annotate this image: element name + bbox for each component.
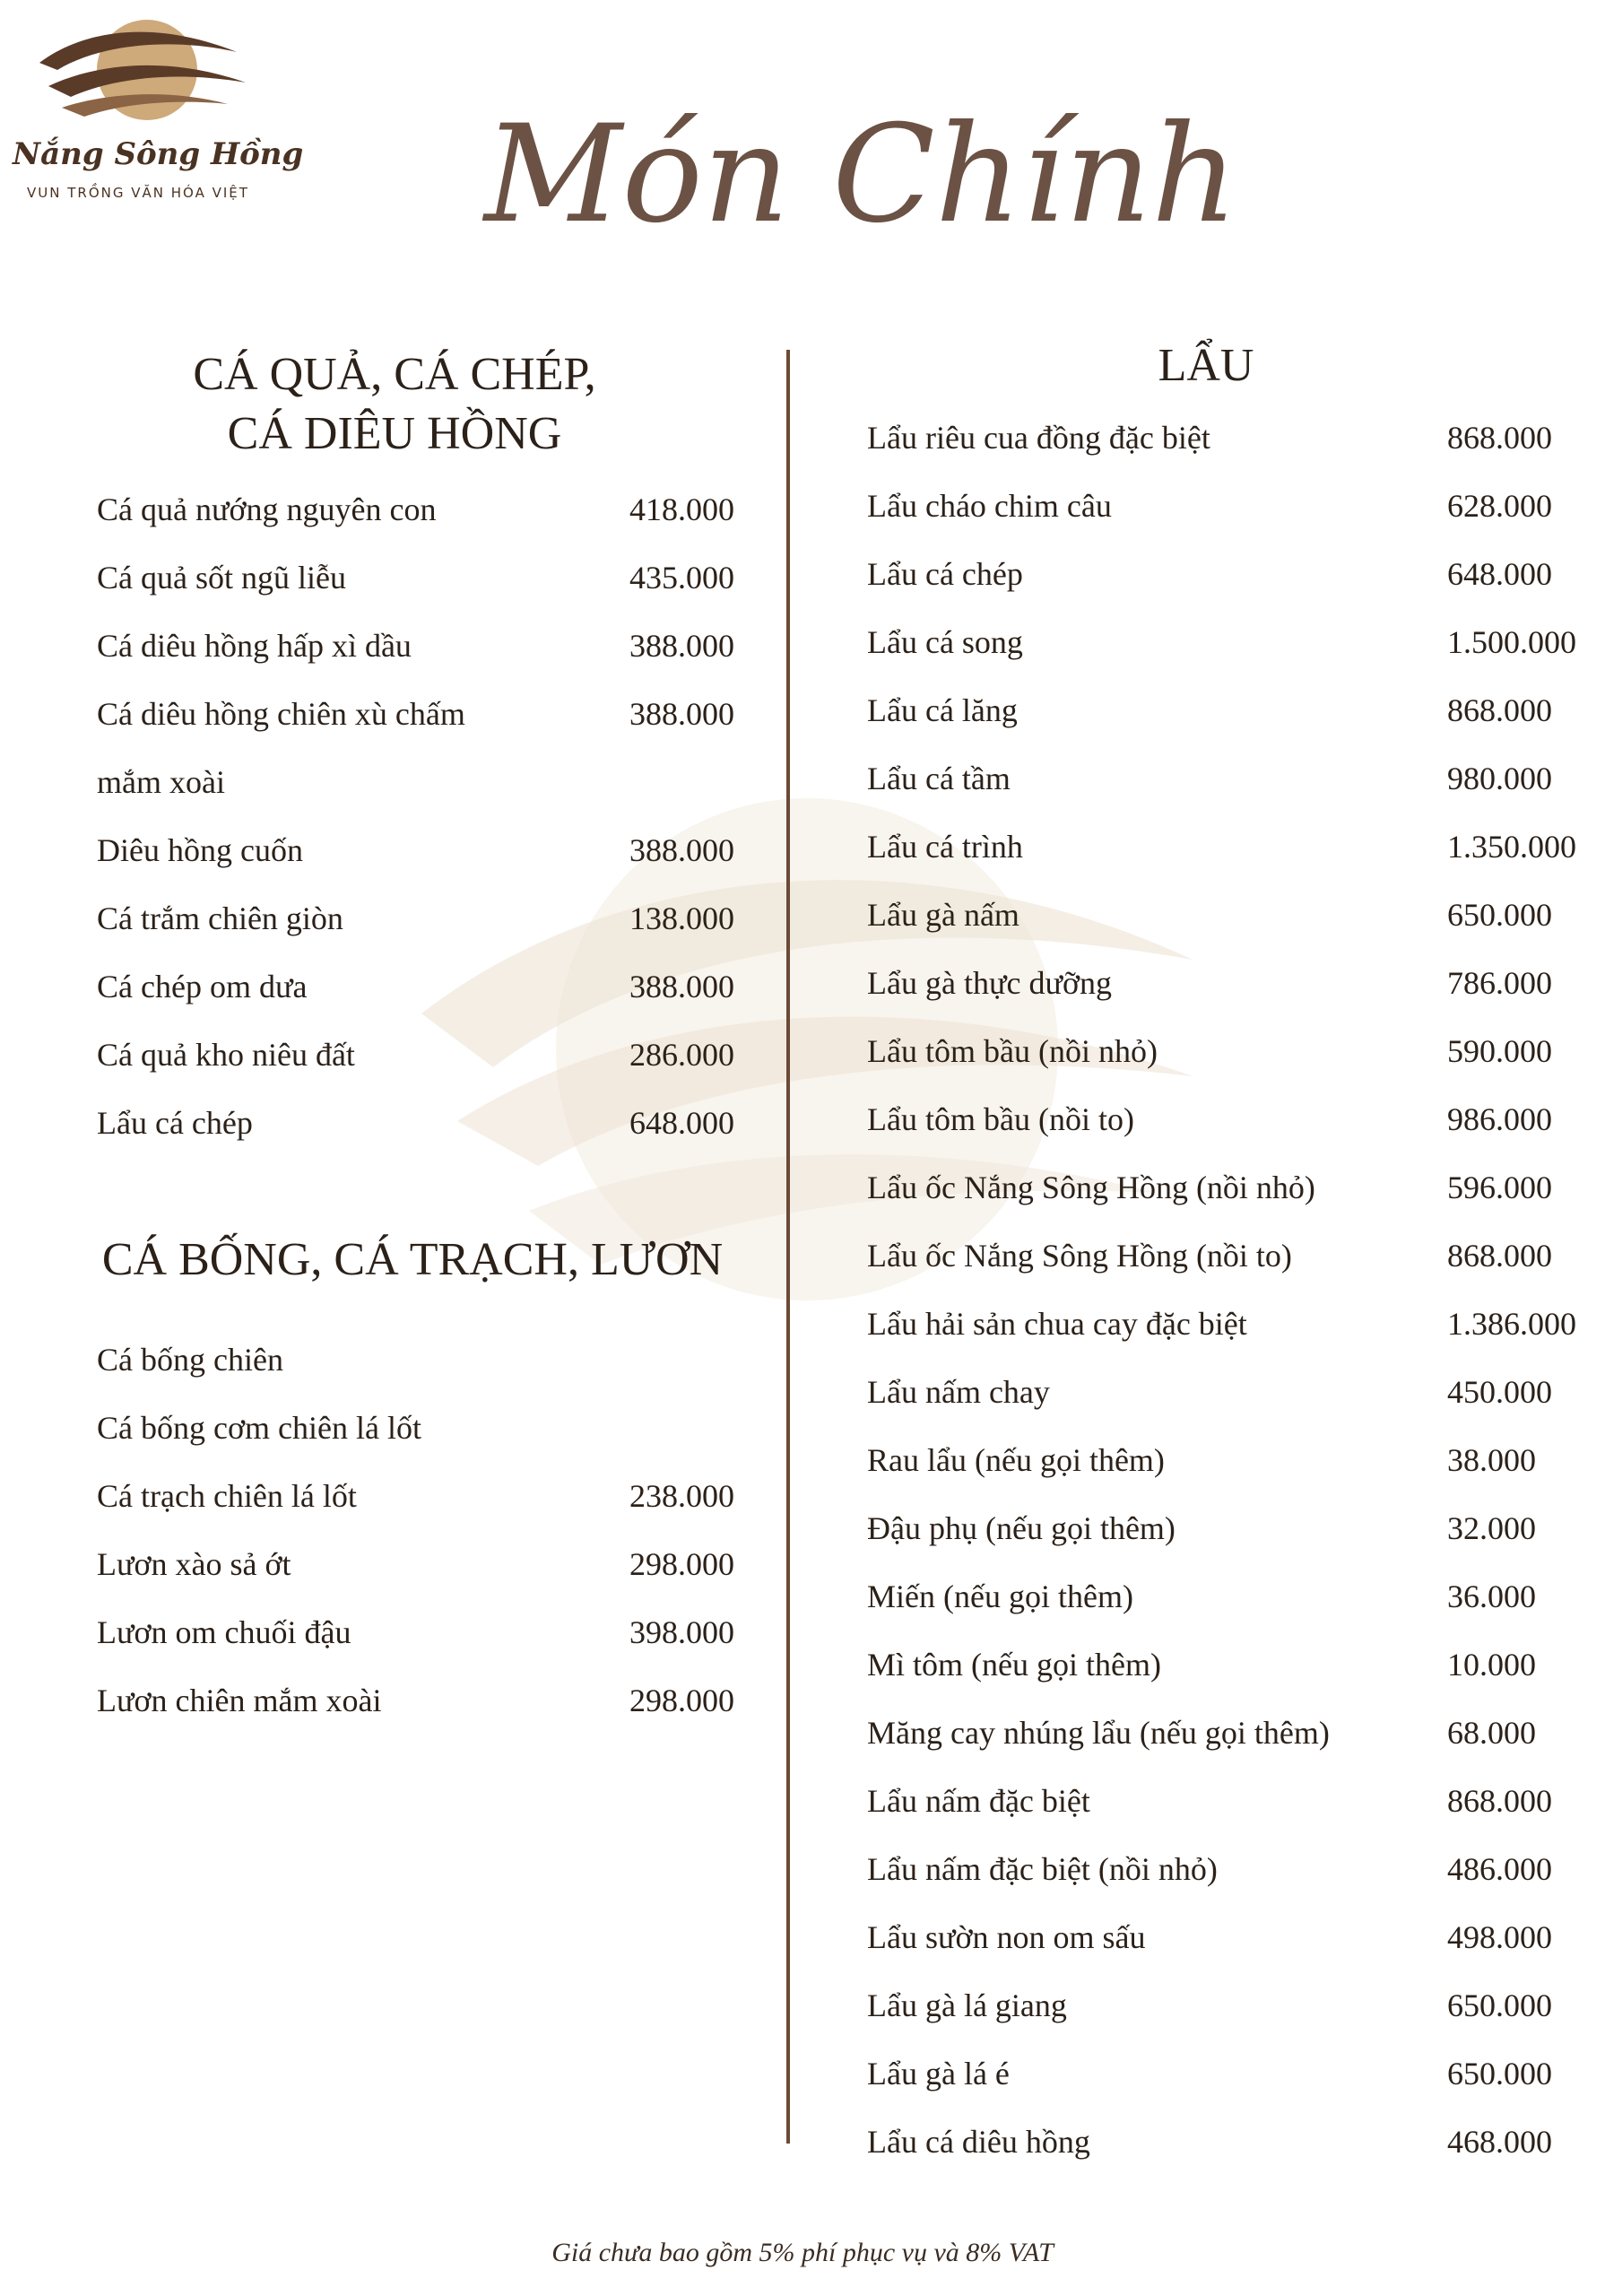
menu-item xyxy=(867,1426,1584,1494)
item-price: 388.000 xyxy=(629,832,734,868)
item-name: Rau lẩu (nếu gọi thêm) xyxy=(867,1442,1165,1478)
item-price: 10.000 xyxy=(1447,1647,1536,1683)
menu-item xyxy=(867,1494,1584,1562)
item-name: Lẩu nấm đặc biệt (nồi nhỏ) xyxy=(867,1851,1218,1887)
item-price: 650.000 xyxy=(1447,2056,1552,2092)
item-name: Cá quả sốt ngũ liễu xyxy=(97,560,346,596)
item-price: 138.000 xyxy=(629,900,734,936)
item-name: Lẩu cháo chim câu xyxy=(867,488,1112,524)
brand-name: Nắng Sông Hồng xyxy=(13,136,304,172)
item-price: 298.000 xyxy=(629,1683,734,1718)
river-sun-logo-icon xyxy=(22,11,255,136)
menu-item xyxy=(97,544,769,612)
menu-item xyxy=(867,1835,1584,1903)
item-price: 498.000 xyxy=(1447,1919,1552,1955)
item-name: Cá bống chiên xyxy=(97,1342,283,1378)
item-name: Lẩu cá lăng xyxy=(867,692,1018,728)
item-name: Lươn xào sả ớt xyxy=(97,1546,291,1582)
menu-item xyxy=(867,1971,1584,2039)
menu-item xyxy=(97,748,769,816)
section-title-ca-qua xyxy=(90,345,699,464)
menu-item xyxy=(867,1903,1584,1971)
menu-item xyxy=(97,1666,769,1735)
item-name: Lẩu gà thực dưỡng xyxy=(867,965,1112,1001)
page-title: Món Chính xyxy=(484,97,1238,253)
item-name: Lẩu gà lá giang xyxy=(867,1987,1067,2023)
menu-item xyxy=(867,744,1584,813)
item-price: 298.000 xyxy=(629,1546,734,1582)
item-name: Cá quả kho niêu đất xyxy=(97,1037,355,1073)
menu-item xyxy=(97,1326,769,1394)
item-price: 1.500.000 xyxy=(1447,624,1576,660)
item-price: 68.000 xyxy=(1447,1715,1536,1751)
menu-item xyxy=(867,1631,1584,1699)
item-price: 450.000 xyxy=(1447,1374,1552,1410)
menu-item xyxy=(97,952,769,1021)
item-price: 388.000 xyxy=(629,969,734,1004)
item-name: Cá diêu hồng hấp xì dầu xyxy=(97,628,412,664)
column-divider xyxy=(786,350,790,2144)
item-name: Lẩu hải sản chua cay đặc biệt xyxy=(867,1306,1247,1342)
menu-item xyxy=(867,1085,1584,1153)
item-name: Lẩu gà lá é xyxy=(867,2056,1010,2092)
menu-item xyxy=(867,2108,1584,2176)
item-name: Cá diêu hồng chiên xù chấm xyxy=(97,696,465,732)
item-price: 650.000 xyxy=(1447,897,1552,933)
item-price: 986.000 xyxy=(1447,1101,1552,1137)
menu-list-lau xyxy=(867,404,1584,2176)
item-name: mắm xoài xyxy=(97,764,225,800)
item-name: Lẩu nấm đặc biệt xyxy=(867,1783,1090,1819)
item-name: Lẩu tôm bầu (nồi nhỏ) xyxy=(867,1033,1158,1069)
section-title-line-1: CÁ QUẢ, CÁ CHÉP, xyxy=(193,349,596,400)
item-name: Lẩu nấm chay xyxy=(867,1374,1050,1410)
item-price: 435.000 xyxy=(629,560,734,596)
menu-item xyxy=(867,1290,1584,1358)
item-name: Lẩu riêu cua đồng đặc biệt xyxy=(867,420,1210,456)
brand-logo xyxy=(13,11,304,201)
item-price: 32.000 xyxy=(1447,1510,1536,1546)
item-price: 38.000 xyxy=(1447,1442,1536,1478)
menu-item xyxy=(867,676,1584,744)
item-name: Lươn om chuối đậu xyxy=(97,1614,351,1650)
item-name: Măng cay nhúng lẩu (nếu gọi thêm) xyxy=(867,1715,1330,1751)
item-name: Mì tôm (nếu gọi thêm) xyxy=(867,1647,1161,1683)
item-name: Lẩu ốc Nắng Sông Hồng (nồi nhỏ) xyxy=(867,1170,1315,1205)
section-title-lau: LẨU xyxy=(1158,340,1254,391)
menu-item xyxy=(867,1222,1584,1290)
item-name: Cá trắm chiên giòn xyxy=(97,900,343,936)
item-price: 980.000 xyxy=(1447,761,1552,796)
menu-item xyxy=(867,1767,1584,1835)
menu-item xyxy=(97,1089,769,1157)
item-name: Cá trạch chiên lá lốt xyxy=(97,1478,357,1514)
menu-item xyxy=(867,404,1584,472)
item-price: 388.000 xyxy=(629,696,734,732)
item-name: Lẩu cá chép xyxy=(867,556,1023,592)
item-name: Đậu phụ (nếu gọi thêm) xyxy=(867,1510,1176,1546)
section-title-ca-bong: CÁ BỐNG, CÁ TRẠCH, LƯƠN xyxy=(101,1234,724,1285)
menu-item xyxy=(867,881,1584,949)
menu-item xyxy=(97,1462,769,1530)
menu-item xyxy=(97,475,769,544)
menu-list-ca-bong xyxy=(97,1326,769,1735)
menu-item xyxy=(97,1394,769,1462)
item-price: 388.000 xyxy=(629,628,734,664)
menu-item xyxy=(97,1598,769,1666)
menu-item xyxy=(867,1153,1584,1222)
item-name: Lẩu cá trình xyxy=(867,829,1023,865)
item-price: 398.000 xyxy=(629,1614,734,1650)
item-name: Miến (nếu gọi thêm) xyxy=(867,1578,1133,1614)
item-price: 596.000 xyxy=(1447,1170,1552,1205)
item-price: 628.000 xyxy=(1447,488,1552,524)
item-price: 486.000 xyxy=(1447,1851,1552,1887)
item-price: 786.000 xyxy=(1447,965,1552,1001)
item-price: 868.000 xyxy=(1447,1238,1552,1274)
menu-item xyxy=(97,680,769,748)
item-name: Cá chép om dưa xyxy=(97,969,308,1004)
item-price: 868.000 xyxy=(1447,1783,1552,1819)
brand-tagline: VUN TRỒNG VĂN HÓA VIỆT xyxy=(27,185,249,201)
item-price: 590.000 xyxy=(1447,1033,1552,1069)
menu-item xyxy=(97,612,769,680)
item-name: Lươn chiên mắm xoài xyxy=(97,1683,382,1718)
item-price: 868.000 xyxy=(1447,420,1552,456)
item-price: 418.000 xyxy=(629,491,734,527)
menu-item xyxy=(867,472,1584,540)
item-name: Lẩu cá song xyxy=(867,624,1023,660)
footer-note: Giá chưa bao gồm 5% phí phục vụ và 8% VAT xyxy=(551,2238,1054,2267)
item-price: 286.000 xyxy=(629,1037,734,1073)
item-name: Lẩu cá tầm xyxy=(867,761,1011,796)
item-name: Lẩu ốc Nắng Sông Hồng (nồi to) xyxy=(867,1238,1292,1274)
item-name: Diêu hồng cuốn xyxy=(97,832,303,868)
item-price: 1.350.000 xyxy=(1447,829,1576,865)
item-name: Cá quả nướng nguyên con xyxy=(97,491,437,527)
menu-item xyxy=(867,1017,1584,1085)
item-price: 468.000 xyxy=(1447,2124,1552,2160)
item-price: 648.000 xyxy=(1447,556,1552,592)
item-name: Lẩu cá diêu hồng xyxy=(867,2124,1090,2160)
menu-item xyxy=(867,1699,1584,1767)
menu-item xyxy=(867,949,1584,1017)
item-name: Lẩu tôm bầu (nồi to) xyxy=(867,1101,1134,1137)
item-price: 238.000 xyxy=(629,1478,734,1514)
menu-item xyxy=(97,1530,769,1598)
item-name: Lẩu sườn non om sấu xyxy=(867,1919,1146,1955)
item-name: Lẩu gà nấm xyxy=(867,897,1019,933)
menu-item xyxy=(97,816,769,884)
menu-item xyxy=(867,1562,1584,1631)
menu-item xyxy=(867,608,1584,676)
menu-item xyxy=(867,540,1584,608)
section-title-line-2: CÁ DIÊU HỒNG xyxy=(227,408,562,459)
item-price: 650.000 xyxy=(1447,1987,1552,2023)
item-price: 1.386.000 xyxy=(1447,1306,1576,1342)
menu-item xyxy=(97,884,769,952)
item-price: 36.000 xyxy=(1447,1578,1536,1614)
item-price: 868.000 xyxy=(1447,692,1552,728)
menu-list-ca-qua xyxy=(97,475,769,1157)
menu-item xyxy=(97,1021,769,1089)
item-price: 648.000 xyxy=(629,1105,734,1141)
item-name: Cá bống cơm chiên lá lốt xyxy=(97,1410,421,1446)
item-name: Lẩu cá chép xyxy=(97,1105,253,1141)
menu-item xyxy=(867,1358,1584,1426)
menu-item xyxy=(867,2039,1584,2108)
menu-item xyxy=(867,813,1584,881)
